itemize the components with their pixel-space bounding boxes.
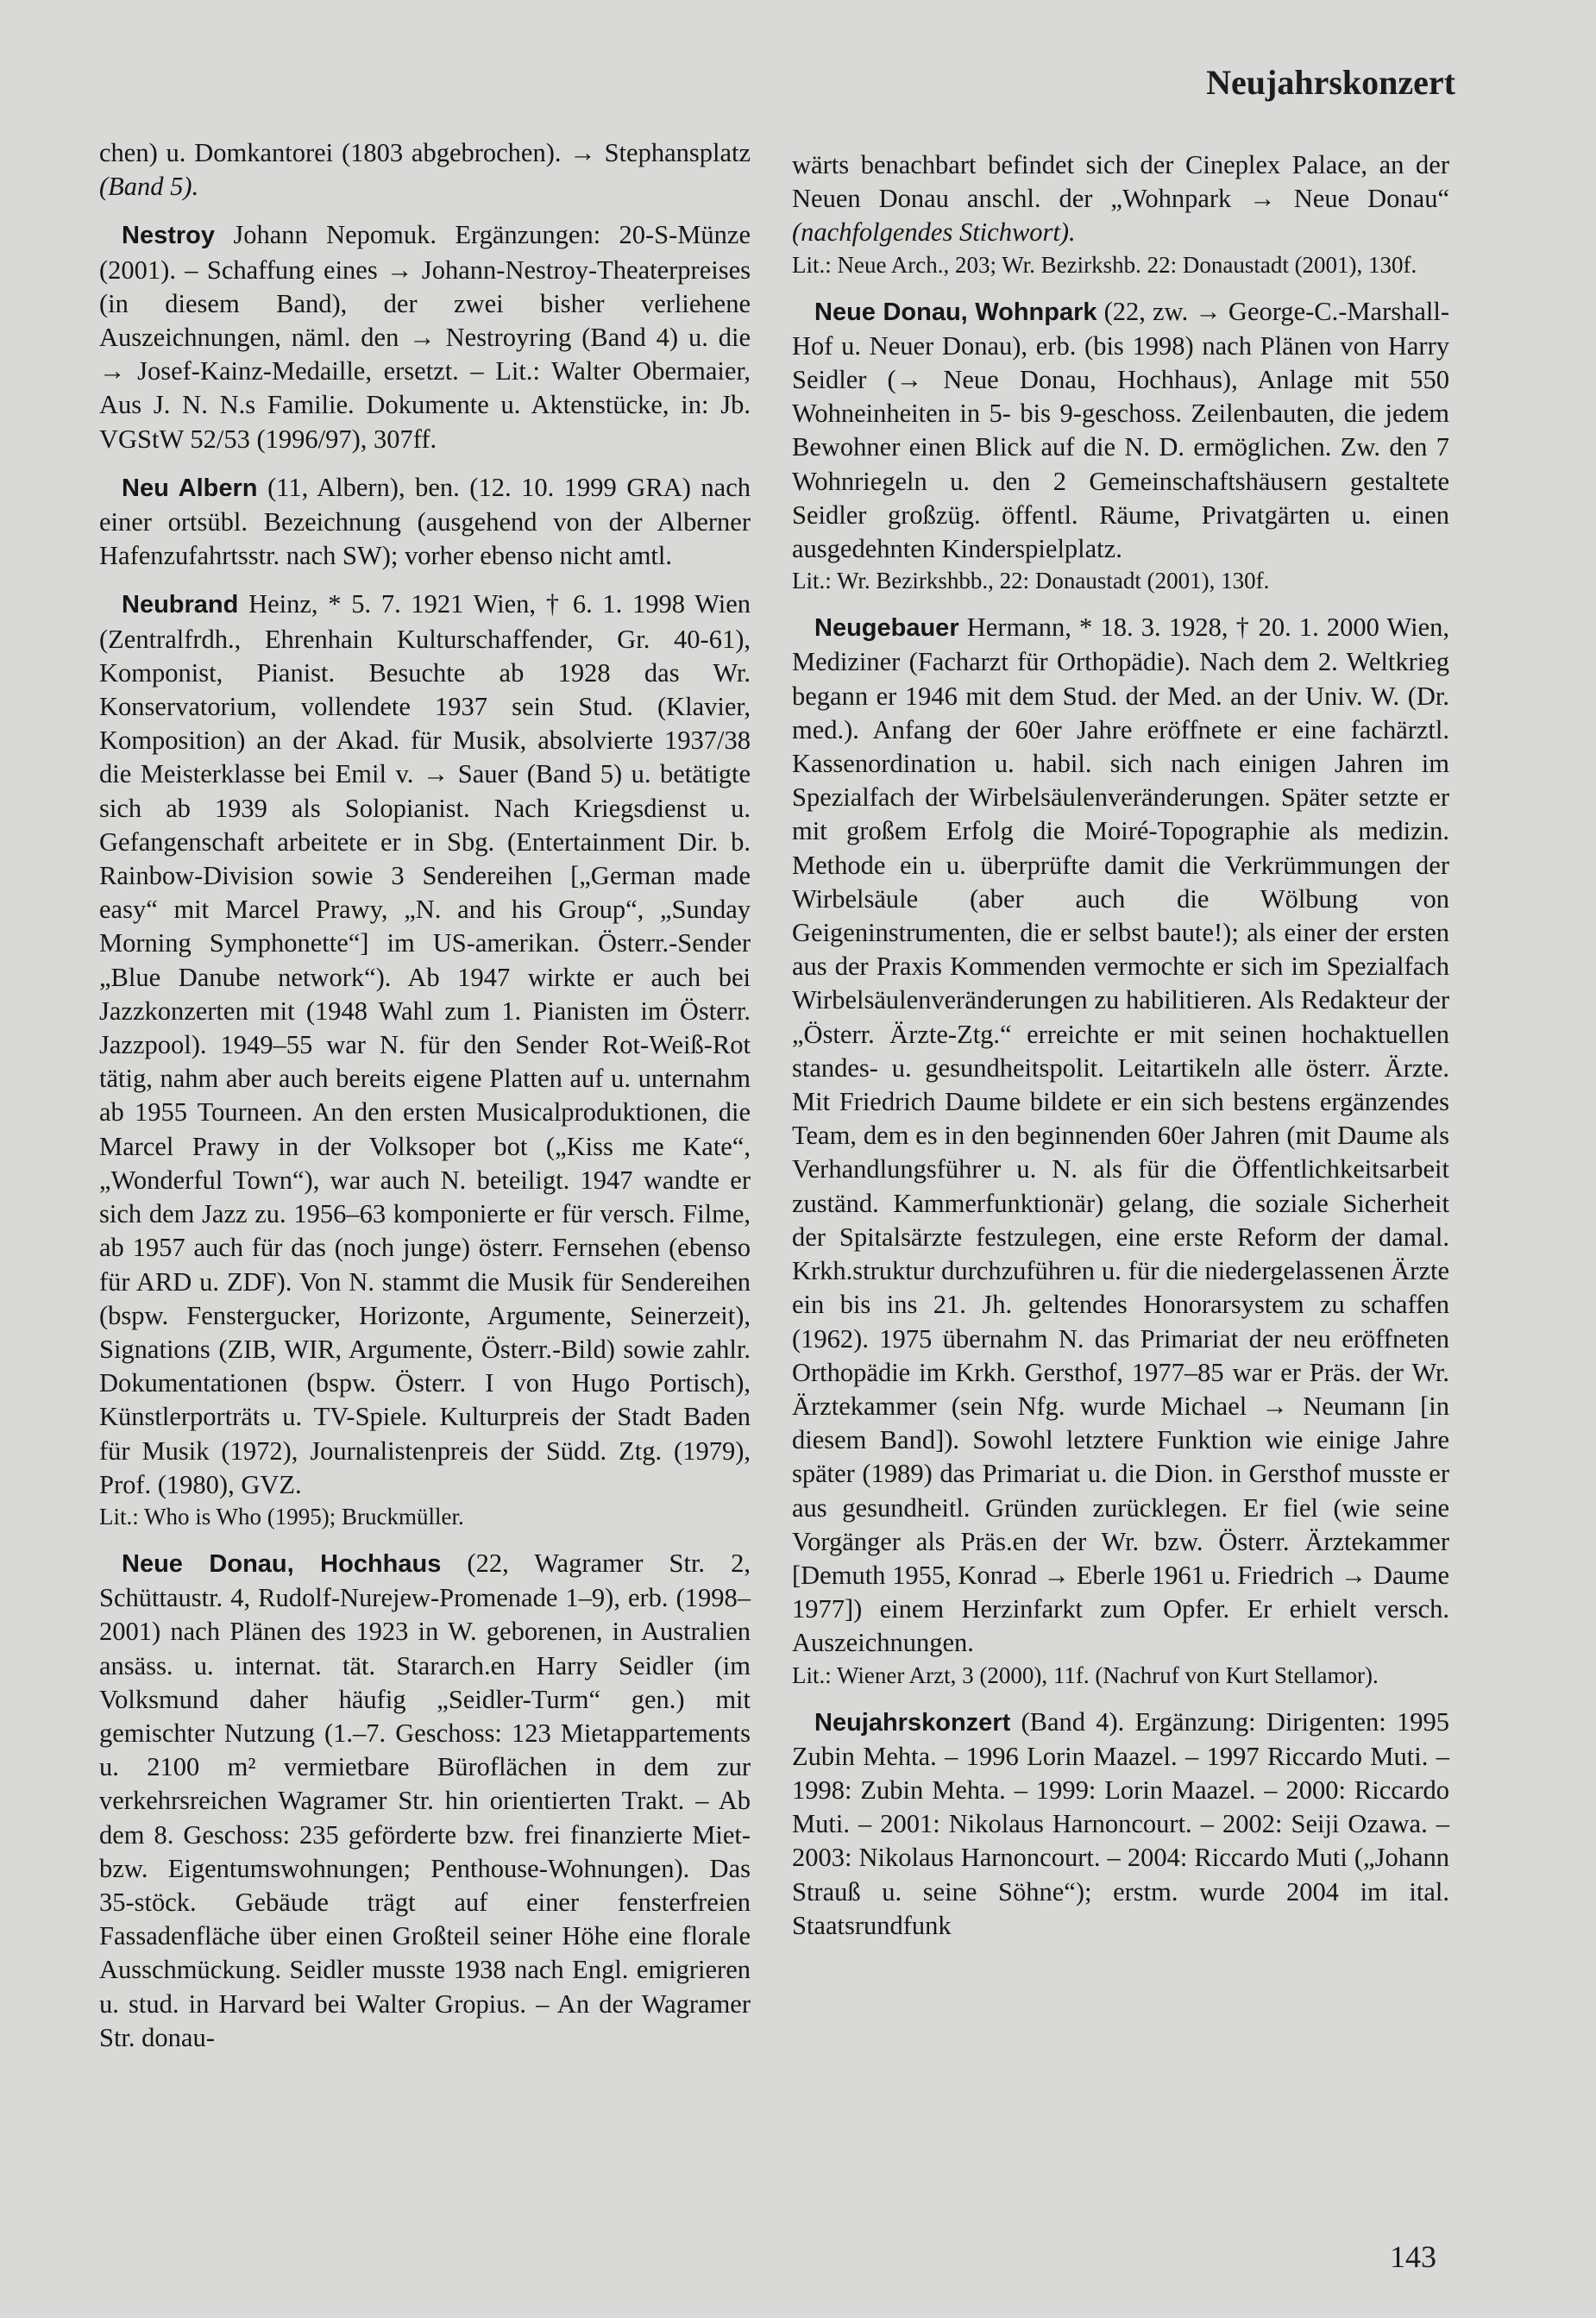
entry-neue-donau-wohnpark — [792, 295, 1449, 597]
left-column — [99, 136, 751, 2070]
running-header: Neujahrskonzert — [1206, 63, 1455, 102]
entry-headword: Nestroy — [122, 222, 215, 250]
entry-continuation-stephansplatz — [99, 136, 751, 204]
entry-neujahrskonzert — [792, 1706, 1449, 1943]
entry-neue-donau-hochhaus — [99, 1547, 751, 2055]
entry-neubrand — [99, 587, 751, 1531]
entry-literature: Lit.: Wiener Arzt, 3 (2000), 11f. (Nachruf von Kurt Stellamor). — [792, 1662, 1379, 1688]
entry-text: Johann Nepomuk. Ergänzungen: 20-S-Münze (2001). – Schaffung eines → Johann-Nestroy-Theaterpreises (in diesem Band), der zwei bisher verliehene Auszeichnungen, näml. den → Nestroyring (Band 4) u. die → Josef-Kainz-Medaille, ersetzt. – Lit.: Walter Obermaier, Aus J. N. N.s Familie. Dokumente u. Aktenstücke, in: Jb. VGStW 52/53 (1996/97), 307ff. — [99, 220, 751, 454]
entry-continuation-hochhaus — [792, 148, 1449, 280]
entry-literature: Lit.: Who is Who (1995); Bruckmüller. — [99, 1503, 464, 1530]
entry-headword: Neubrand — [122, 591, 239, 619]
entry-text: wärts benachbart befindet sich der Cineplex Palace, an der Neuen Donau anschl. der „Wohnpark → Neue Donau“ — [792, 150, 1449, 214]
entry-text: (22, Wagramer Str. 2, Schüttaustr. 4, Rudolf-Nurejew-Promenade 1–9), erb. (1998–2001) nach Plänen des 1923 in W. geborenen, in Australien ansäss. u. internat. tät. Stararch.en Harry Seidler (im Volksmund daher häufig „Seidler-Turm“ gen.) mit gemischter Nutzung (1.–7. Geschoss: 123 Mietappartements u. 2100 m² vermietbare Büroflächen in dem zur verkehrsreichen Wagramer Str. hin orientierten Trakt. – Ab dem 8. Geschoss: 235 geförderte bzw. frei finanzierte Miet- bzw. Eigentumswohnungen; Penthouse-Wohnungen). Das 35-stöck. Gebäude trägt auf einer fensterfreien Fassadenfläche über einen Großteil seiner Höhe eine florale Ausschmückung. Seidler musste 1938 nach Engl. emigrieren u. stud. in Harvard bei Walter Gropius. – An der Wagramer Str. donau- — [99, 1548, 751, 2052]
entry-literature: Lit.: Neue Arch., 203; Wr. Bezirkshb. 22: Donaustadt (2001), 130f. — [792, 251, 1417, 278]
entry-headword: Neujahrskonzert — [814, 1708, 1011, 1737]
entry-literature: Lit.: Wr. Bezirkshbb., 22: Donaustadt (2001), 130f. — [792, 568, 1270, 594]
entry-neugebauer — [792, 611, 1449, 1690]
entry-headword: Neu Albern — [122, 474, 258, 502]
entry-nestroy — [99, 218, 751, 455]
entry-text: (Band 4). Ergänzung: Dirigenten: 1995 Zubin Mehta. – 1996 Lorin Maazel. – 1997 Riccardo Muti. – 1998: Zubin Mehta. – 1999: Lorin Maazel. – 2000: Riccardo Muti. – 2001: Nikolaus Harnoncourt. – 2002: Seiji Ozawa. – 2003: Nikolaus Harnoncourt. – 2004: Riccardo Muti („Johann Strauß u. seine Söhne“); erstm. wurde 2004 im ital. Staatsrundfunk — [792, 1706, 1449, 1940]
entry-italic-tail: (Band 5). — [99, 172, 199, 202]
entry-text: Hermann, * 18. 3. 1928, † 20. 1. 2000 Wien, Mediziner (Facharzt für Orthopädie). Nach dem 2. Weltkrieg begann er 1946 mit dem Stud. der Med. an der Univ. W. (Dr. med.). Anfang der 60er Jahre eröffnete er eine fachärztl. Kassenordination u. habil. sich nach einigen Jahren im Spezialfach der Wirbelsäulenveränderungen. Später setzte er mit großem Erfolg die Moiré-Topographie als medizin. Methode ein u. überprüfte damit die Verkrümmungen der Wirbelsäule (aber auch die Wölbung von Geigeninstrumenten, die er selbst baute!); als einer der ersten aus der Praxis Kommenden vermochte er sich im Spezialfach Wirbelsäulenveränderungen zu habilitieren. Als Redakteur der „Österr. Ärzte-Ztg.“ erreichte er mit seinen hochaktuellen standes- u. gesundheitspolit. Leitartikeln alle österr. Ärzte. Mit Friedrich Daume bildete er ein sich bestens ergänzendes Team, dem es in den beginnenden 60er Jahren (mit Daume als Verhandlungsführer u. N. als für die Öffentlichkeitsarbeit zuständ. Kammerfunktionär) gelang, die soziale Sicherheit der Spitalsärzte festzulegen, eine erste Reform der damal. Krkh.struktur durchzuführen u. für die niedergelassenen Ärzte ein bis ins 21. Jh. geltendes Honorarsystem zu schaffen (1962). 1975 übernahm N. das Primariat der neu eröffneten Orthopädie im Krkh. Gersthof, 1977–85 war er Präs. der Wr. Ärztekammer (sein Nfg. wurde Michael → Neumann [in diesem Band]). Sowohl letztere Funktion wie einige Jahre später (1989) das Primariat u. die Dion. in Gersthof musste er aus gesundheitl. Gründen zurücklegen. Er fiel (wie seine Vorgänger als Präs.en der Wr. bzw. Österr. Ärztekammer [Demuth 1955, Konrad → Eberle 1961 u. Friedrich → Daume 1977]) einem Herzinfarkt zum Opfer. Er erhielt versch. Auszeichnungen. — [792, 612, 1449, 1658]
entry-neu-albern — [99, 471, 751, 574]
entry-text: chen) u. Domkantorei (1803 abgebrochen). → Stephansplatz — [99, 138, 751, 167]
entry-text: (11, Albern), ben. (12. 10. 1999 GRA) nach einer ortsübl. Bezeichnung (ausgehend von der Alberner Hafenzufahrtsstr. nach SW); vorher ebenso nicht amtl. — [99, 472, 751, 571]
entry-italic-tail: (nachfolgendes Stichwort). — [792, 217, 1076, 248]
entry-text: (22, zw. → George-C.-Marshall-Hof u. Neuer Donau), erb. (bis 1998) nach Plänen von Harry Seidler (→ Neue Donau, Hochhaus), Anlage mit 550 Wohneinheiten in 5- bis 9-geschoss. Zeilenbauten, die jedem Bewohner einen Blick auf die N. D. ermöglichen. Zw. den 7 Wohnriegeln u. den 2 Gemeinschaftshäusern gestaltete Seidler großzüg. öffentl. Räume, Privatgärten u. einen ausgedehnten Kinderspielplatz. — [792, 296, 1449, 564]
entry-headword: Neue Donau, Wohnpark — [814, 298, 1097, 326]
entry-text: Heinz, * 5. 7. 1921 Wien, † 6. 1. 1998 Wien (Zentralfrdh., Ehrenhain Kulturschaffender, Gr. 40-61), Komponist, Pianist. Besuchte ab 1928 das Wr. Konservatorium, vollendete 1937 sein Stud. (Klavier, Komposition) an der Akad. für Musik, absolvierte 1937/38 die Meisterklasse bei Emil v. → Sauer (Band 5) u. betätigte sich ab 1939 als Solopianist. Nach Kriegsdienst u. Gefangenschaft arbeitete er in Sbg. (Entertainment Dir. b. Rainbow-Division sowie 3 Sendereihen [„German made easy“ mit Marcel Prawy, „N. and his Group“, „Sunday Morning Symphonette“] im US-amerikan. Österr.-Sender „Blue Danube network“). Ab 1947 wirkte er auch bei Jazzkonzerten mit (1948 Wahl zum 1. Pianisten im Österr. Jazzpool). 1949–55 war N. für den Sender Rot-Weiß-Rot tätig, nahm aber auch bereits eigene Platten auf u. unternahm ab 1955 Tourneen. An den ersten Musicalproduktionen, die Marcel Prawy in der Volksoper bot („Kiss me Kate“, „Wonderful Town“), war auch N. beteiligt. 1947 wandte er sich dem Jazz zu. 1956–63 komponierte er für versch. Filme, ab 1957 auch für das (noch junge) österr. Fernsehen (ebenso für ARD u. ZDF). Von N. stammt die Musik für Sendereihen (bspw. Fenstergucker, Horizonte, Argumente, Seinerzeit), Signations (ZIB, WIR, Argumente, Österr.-Bild) sowie zahlr. Dokumentationen (bspw. Österr. I von Hugo Portisch), Künstlerporträts u. TV-Spiele. Kulturpreis der Stadt Baden für Musik (1972), Journalistenpreis der Südd. Ztg. (1979), Prof. (1980), GVZ. — [99, 589, 751, 1499]
entry-headword: Neue Donau, Hochhaus — [122, 1549, 442, 1578]
right-column — [792, 148, 1449, 1957]
entry-headword: Neugebauer — [814, 614, 959, 643]
page-number: 143 — [1390, 2239, 1436, 2274]
